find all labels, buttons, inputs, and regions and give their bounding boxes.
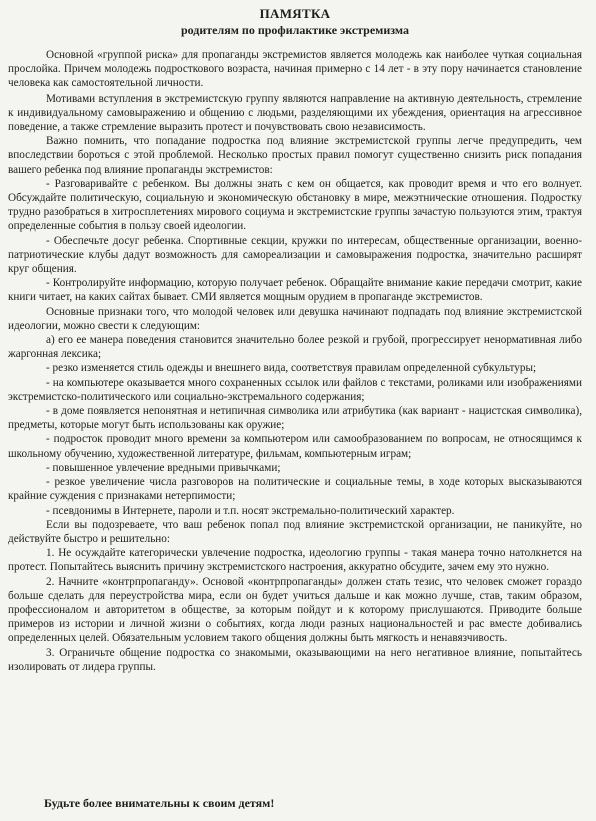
paragraph-risk-group: Основной «группой риска» для пропаганды экстремистов является молодежь как наиболее чуткая социальная прослойка. Причем молодежь подросткового возраста, начиная примерно с 14 лет - в эту пору начинается становление человека как самостоятельной личности. bbox=[8, 49, 582, 90]
sign-clothing: - резко изменяется стиль одежды и внешнего вида, соответствуя правилам определенной субкультуры; bbox=[46, 362, 537, 375]
memo-body bbox=[8, 48, 582, 674]
page-subtitle: родителям по профилактике экстремизма bbox=[180, 23, 410, 37]
paragraph-motives: Мотивами вступления в экстремистскую группу являются направление на активную деятельность, стремление к индивидуальному самовыражению и общению с людьми, разделяющими их убеждения, ориентация на агрессивное поведение, а также стремление выразить протест и почувствовать свою независимость. bbox=[8, 92, 582, 134]
paragraph-action-intro: Если вы подозреваете, что ваш ребенок попал под влияние экстремистской организации, не паникуйте, но действуйте быстро и решительно: bbox=[8, 518, 582, 545]
paragraph-signs-intro: Основные признаки того, что молодой человек или девушка начинают подпадать под влияние экстремистской идеологии, можно свести к следующим: bbox=[8, 305, 582, 332]
sign-time-spent: - подросток проводит много времени за компьютером или самообразованием по вопросам, не относящимся к школьному обучению, художественной литературе, фильмам, компьютерным играм; bbox=[8, 433, 582, 460]
paragraph-prevention-intro: Важно помнить, что попадание подростка под влияние экстремистской группы легче предупредить, чем впоследствии бороться с этой проблемой. Несколько простых правил помогут существенно снизить риск попадания вашего ребенка под влияние пропаганды экстремистов: bbox=[8, 135, 582, 176]
action-step-3: 3. Ограничьте общение подростка со знакомыми, оказывающими на него негативное влияние, попытайтесь изолировать от лидера группы. bbox=[8, 646, 582, 673]
sign-political-talk: - резкое увеличение числа разговоров на политические и социальные темы, в ходе которых высказываются крайние суждения с признаками нетерпимости; bbox=[8, 476, 582, 503]
sign-pseudonyms: - псевдонимы в Интернете, пароли и т.п. носят экстремально-политический характер. bbox=[46, 504, 455, 517]
action-step-1: 1. Не осуждайте категорически увлечение подростка, идеологию группы - такая манера точно натолкнется на протест. Попытайтесь выяснить причину экстремистского настроения, аккуратно обсудите, зачем ему это нужно. bbox=[8, 547, 582, 574]
closing-appeal: Будьте более внимательны к своим детям! bbox=[44, 796, 275, 810]
rule-information: - Контролируйте информацию, которую получает ребенок. Обращайте внимание какие передачи смотрит, какие книги читает, на каких сайтах бывает. СМИ является мощным орудием в пропаганде экстремистов. bbox=[8, 277, 582, 304]
rule-leisure: - Обеспечьте досуг ребенка. Спортивные секции, кружки по интересам, общественные организации, военно-патриотические клубы дадут возможность для самореализации и самовыражения подростка, значительно расширят круг общения. bbox=[8, 234, 582, 276]
sign-bad-habits: - повышенное увлечение вредными привычками; bbox=[46, 461, 281, 474]
sign-symbols: - в доме появляется непонятная и нетипичная символика или атрибутика (как вариант - нацистская символика), предметы, которые могут быть использованы как оружие; bbox=[8, 405, 582, 432]
action-step-2: 2. Начните «контрпропаганду». Основой «контрпропаганды» должен стать тезис, что человек сможет гораздо больше сделать для переустройства мира, если он будет учиться дальше и как можно лучше, став, таким образом, профессионалом и авторитетом в обществе, за которым пойдут и к которому прислушаются. Приводите больше примеров из истории и личной жизни о событиях, когда люди разных национальностей и рас вместе добивались определенных целей. Обязательным условием такого общения должны быть мягкость и ненавязчивость. bbox=[8, 575, 582, 645]
page-title: ПАМЯТКА bbox=[259, 6, 331, 21]
sign-computer-files: - на компьютере оказывается много сохраненных ссылок или файлов с текстами, роликами или изображениями экстремистско-политического или социально-экстремального содержания; bbox=[8, 376, 582, 403]
rule-talk: - Разговаривайте с ребенком. Вы должны знать с кем он общается, как проводит время и что его волнует. Обсуждайте политическую, социальную и экономическую обстановку в мире, межэтнические отношения. Подростку трудно разобраться в хитросплетениях мирового социума и экстремистские группы зачастую пользуются этим, трактуя определенные события в пользу своей идеологии. bbox=[8, 177, 582, 233]
sign-behavior: а) его ее манера поведения становится значительно более резкой и грубой, прогрессирует ненормативная либо жаргонная лексика; bbox=[8, 334, 582, 361]
